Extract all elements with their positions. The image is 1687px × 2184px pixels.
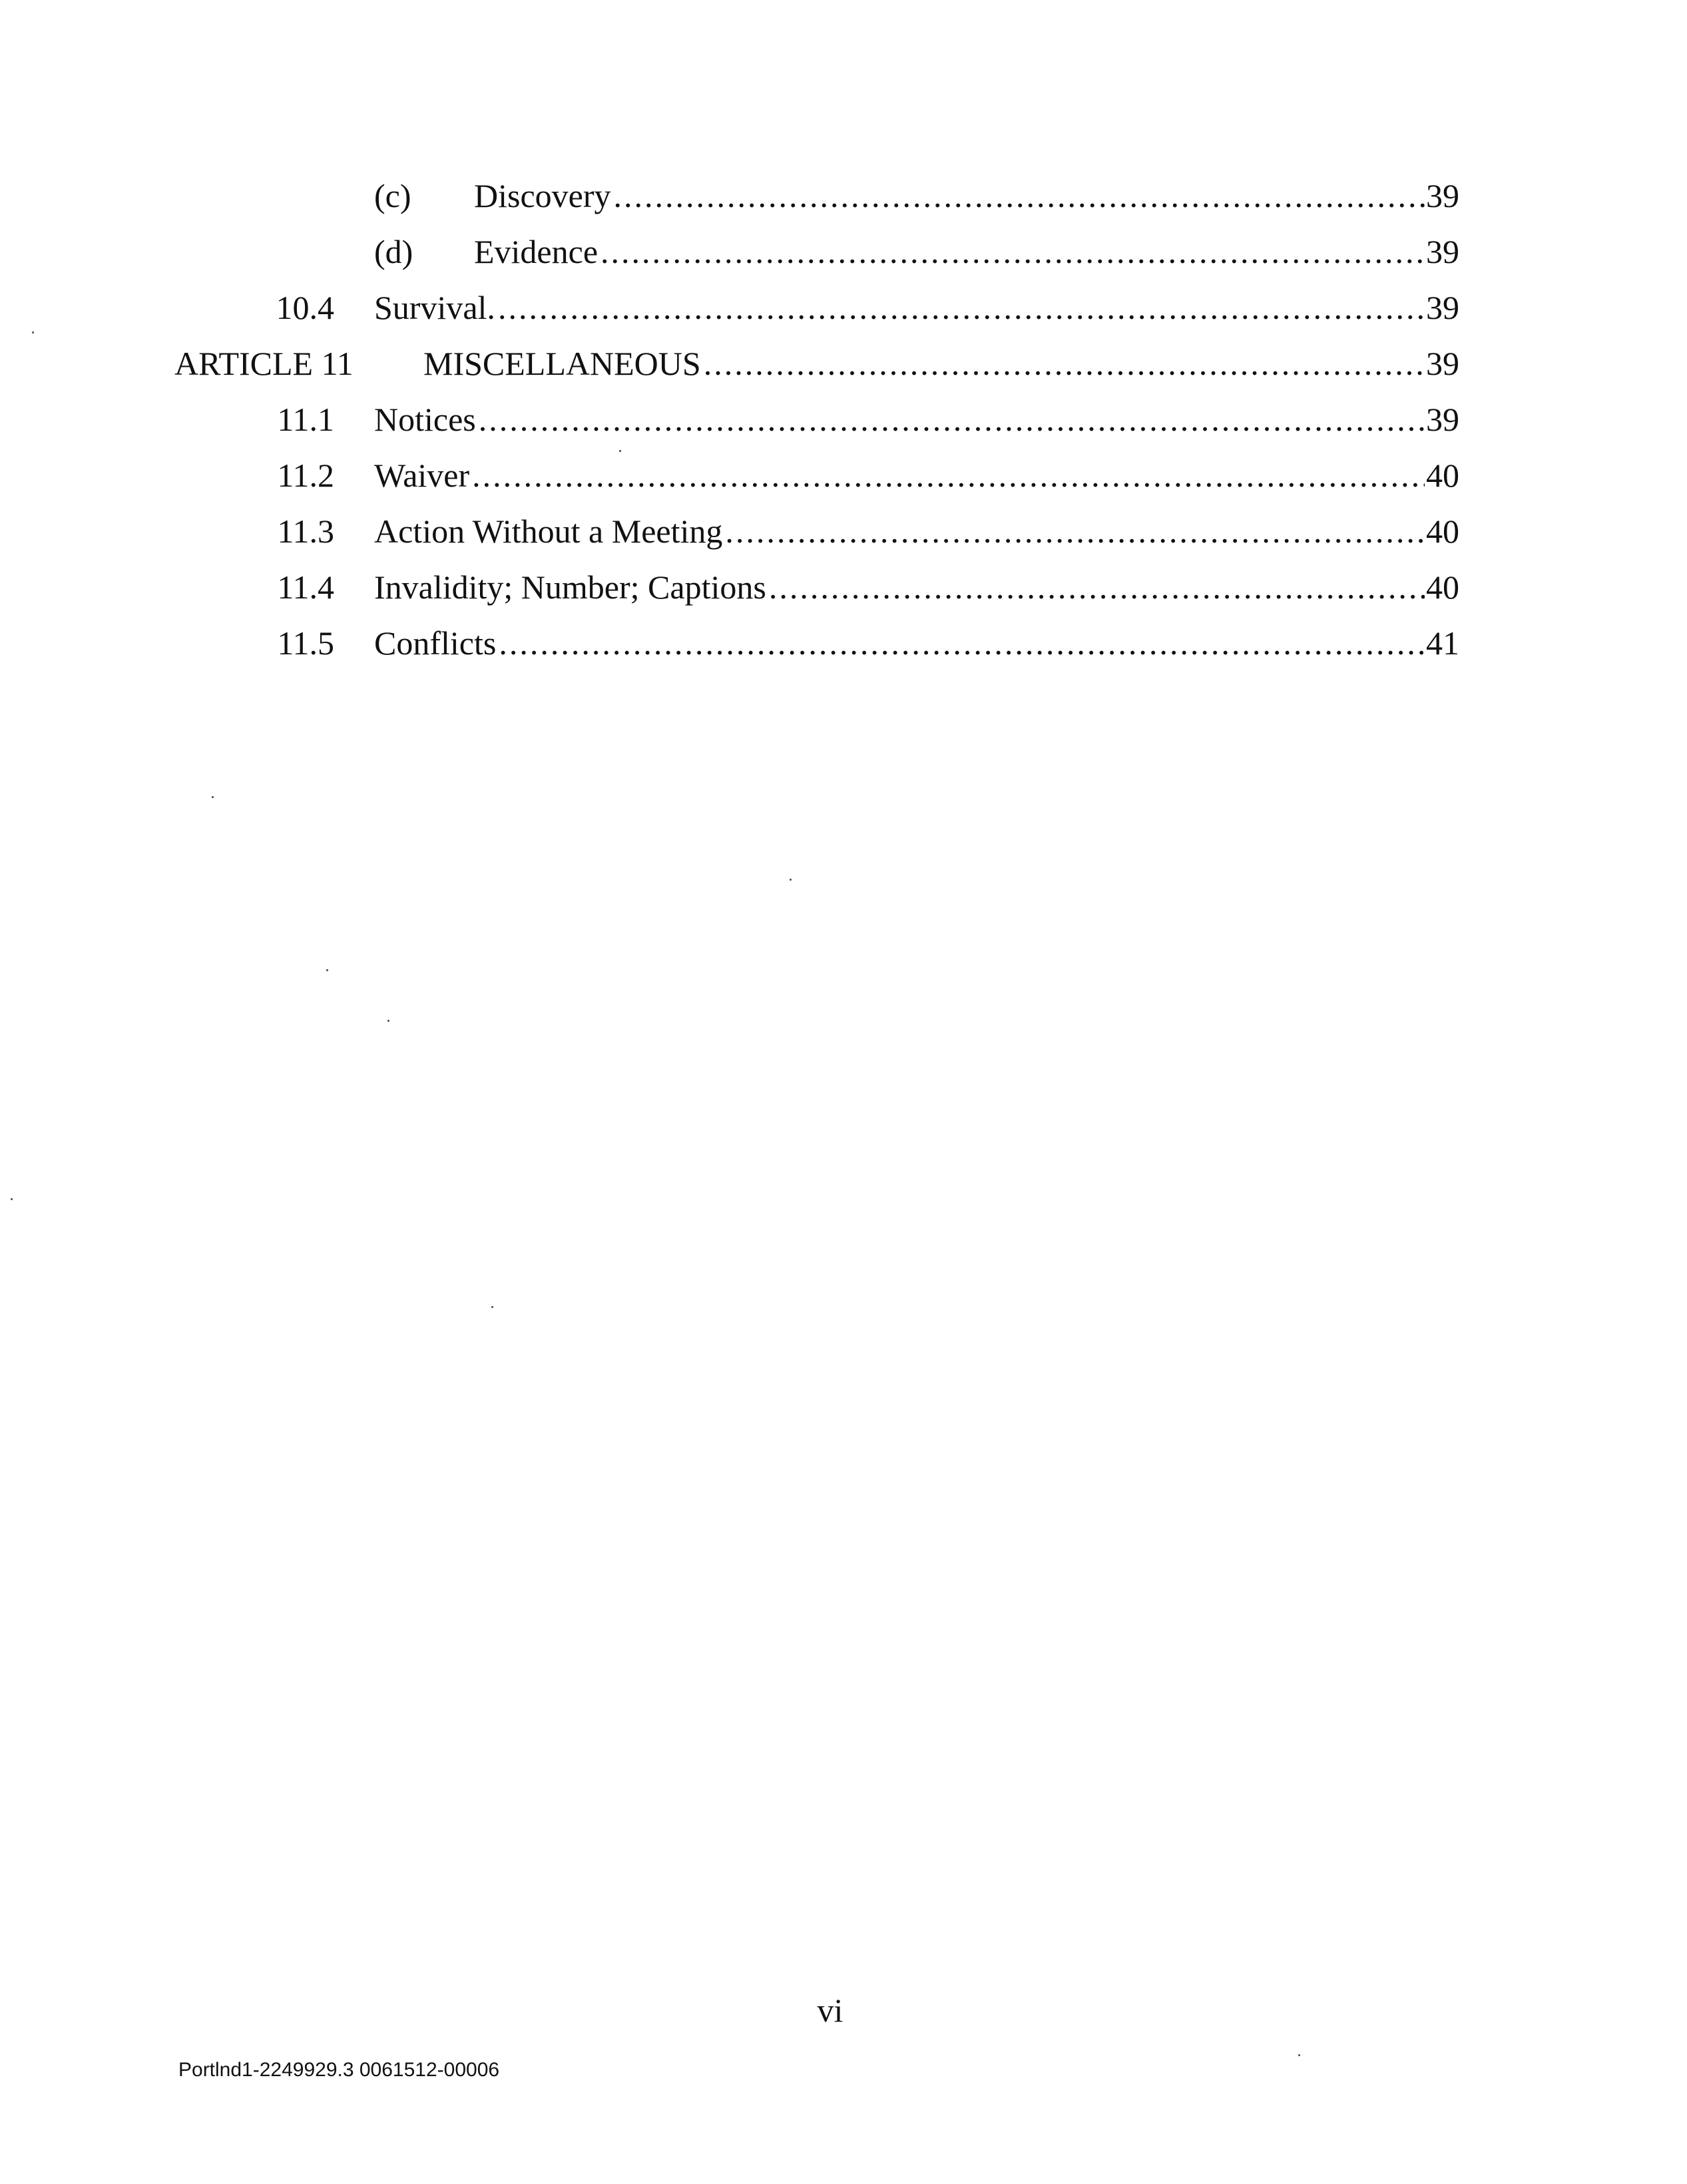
toc-entry [0,503,1687,559]
scan-speck [326,969,328,971]
scan-speck [491,1306,493,1308]
toc-entry-number: 11.4 [277,568,334,606]
toc-entry [0,391,1687,447]
toc-entry-title: Conflicts [374,624,497,662]
toc-entry-line [374,447,1459,503]
toc-entry-line [474,224,1459,280]
toc-entry [0,615,1687,671]
scan-speck [387,1020,389,1022]
toc-dot-leader [614,168,1425,224]
toc-entry [0,224,1687,280]
toc-entry-page: 39 [1426,401,1459,438]
toc-entry-page: 39 [1426,345,1459,382]
toc-entry [0,447,1687,503]
toc-dot-leader [499,615,1425,671]
toc-entry-line [374,503,1459,559]
toc-entry-title: Action Without a Meeting [374,513,723,550]
toc-dot-leader [725,503,1425,559]
toc-entry-number: 11.2 [277,457,334,494]
toc-entry-page: 39 [1426,233,1459,270]
scan-speck [212,796,214,798]
toc-entry-title: Invalidity; Number; Captions [374,568,766,606]
toc-entry-page: 40 [1426,457,1459,494]
toc-entry-page: 39 [1426,289,1459,326]
toc-dot-leader [704,335,1425,391]
toc-dot-leader [498,280,1425,335]
scan-speck [1298,2054,1300,2056]
toc-entry-number: (c) [374,177,411,214]
toc-entry-line [474,168,1459,224]
toc-entry-page: 39 [1426,177,1459,214]
toc-entry-title: Survival. [374,289,495,326]
document-id: Portlnd1-2249929.3 0061512-00006 [178,2059,500,2081]
toc-entry-number: 10.4 [276,289,334,326]
scan-speck [790,879,792,881]
toc-entry-page: 41 [1426,624,1459,662]
toc-entry-line [374,615,1459,671]
toc-entry-title: Discovery [474,177,611,214]
toc-entry-title: Waiver [374,457,470,494]
toc-entry-number: ARTICLE 11 [174,345,354,382]
toc-dot-leader [479,391,1425,447]
toc-entry-page: 40 [1426,513,1459,550]
toc-entry-title: Evidence [474,233,599,270]
toc-entry [0,168,1687,224]
toc-entry-page: 40 [1426,568,1459,606]
scan-speck [32,331,34,333]
scan-speck [619,450,621,452]
toc-entry-number: (d) [374,233,413,270]
toc-entry-number: 11.5 [277,624,334,662]
toc-entry-title: Notices [374,401,476,438]
toc-entry-line [374,559,1459,615]
toc-entry-line [374,280,1459,335]
scan-speck [11,1198,13,1200]
toc-dot-leader [472,447,1425,503]
toc-entry [0,335,1687,391]
toc-entry [0,559,1687,615]
toc-entry-line [374,391,1459,447]
toc-dot-leader [769,559,1425,615]
toc-entry-line [423,335,1459,391]
toc-entry-number: 11.3 [277,513,334,550]
page-number: vi [817,1992,844,2029]
toc-entry-number: 11.1 [277,401,334,438]
toc-entry-title: MISCELLANEOUS [423,345,701,382]
toc-dot-leader [601,224,1425,280]
toc-entry [0,280,1687,335]
